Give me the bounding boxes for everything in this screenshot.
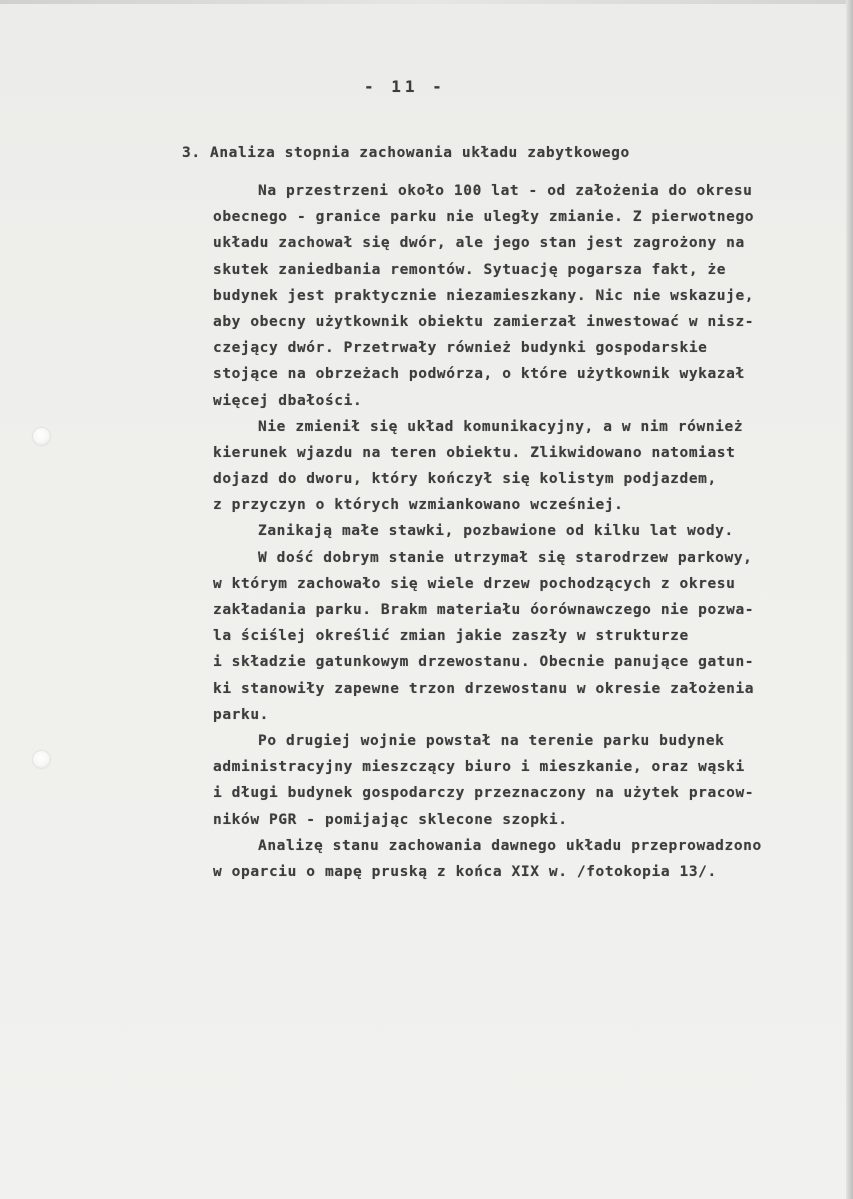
text-line: i długi budynek gospodarczy przeznaczony na użytek pracow-: [213, 785, 755, 802]
text-line: więcej dbałości.: [213, 392, 363, 409]
text-line: Zanikają małe stawki, pozbawione od kilku lat wody.: [258, 523, 734, 540]
text-line: la ściślej określić zmian jakie zaszły w strukturze: [213, 628, 689, 645]
text-line: układu zachował się dwór, ale jego stan jest zagrożony na: [213, 235, 745, 252]
text-line: stojące na obrzeżach podwórza, o które użytkownik wykazał: [213, 366, 745, 383]
text-line: Analizę stanu zachowania dawnego układu przeprowadzono: [258, 837, 762, 854]
text-line: aby obecny użytkownik obiektu zamierzał inwestować w nisz-: [213, 313, 755, 330]
text-line: Nie zmienił się układ komunikacyjny, a w nim również: [258, 418, 744, 435]
punch-hole-top: [33, 428, 50, 445]
text-line: w oparciu o mapę pruską z końca XIX w. /fotokopia 13/.: [213, 863, 717, 880]
body-text: [213, 178, 838, 885]
text-line: budynek jest praktycznie niezamieszkany. Nic nie wskazuje,: [213, 287, 755, 304]
text-line: W dość dobrym stanie utrzymał się starodrzew parkowy,: [258, 549, 753, 566]
page-number: - 11 -: [364, 77, 446, 96]
text-line: i składzie gatunkowym drzewostanu. Obecnie panujące gatun-: [213, 654, 755, 671]
text-line: administracyjny mieszczący biuro i mieszkanie, oraz wąski: [213, 759, 745, 776]
text-line: Po drugiej wojnie powstał na terenie parku budynek: [258, 732, 725, 749]
paper-right-edge: [846, 0, 853, 1199]
text-line: czejący dwór. Przetrwały również budynki gospodarskie: [213, 340, 708, 357]
text-line: Na przestrzeni około 100 lat - od założenia do okresu: [258, 183, 753, 199]
text-line: w którym zachowało się wiele drzew pochodzących z okresu: [213, 575, 736, 592]
text-line: z przyczyn o których wzmiankowano wcześniej.: [213, 497, 624, 514]
text-line: obecnego - granice parku nie uległy zmianie. Z pierwotnego: [213, 209, 755, 226]
text-line: parku.: [213, 706, 269, 723]
section-heading: 3. Analiza stopnia zachowania układu zabytkowego: [182, 145, 630, 161]
text-line: kierunek wjazdu na teren obiektu. Zlikwidowano natomiast: [213, 444, 736, 461]
paper-top-edge: [0, 0, 853, 4]
text-line: dojazd do dworu, który kończył się kolistym podjazdem,: [213, 471, 717, 488]
text-line: skutek zaniedbania remontów. Sytuację pogarsza fakt, że: [213, 261, 727, 278]
text-line: ników PGR - pomijając sklecone szopki.: [213, 811, 568, 828]
text-line: ki stanowiły zapewne trzon drzewostanu w okresie założenia: [213, 680, 755, 697]
text-line: zakładania parku. Brakm materiału óorównawczego nie pozwa-: [213, 602, 755, 618]
punch-hole-bottom: [33, 751, 50, 768]
